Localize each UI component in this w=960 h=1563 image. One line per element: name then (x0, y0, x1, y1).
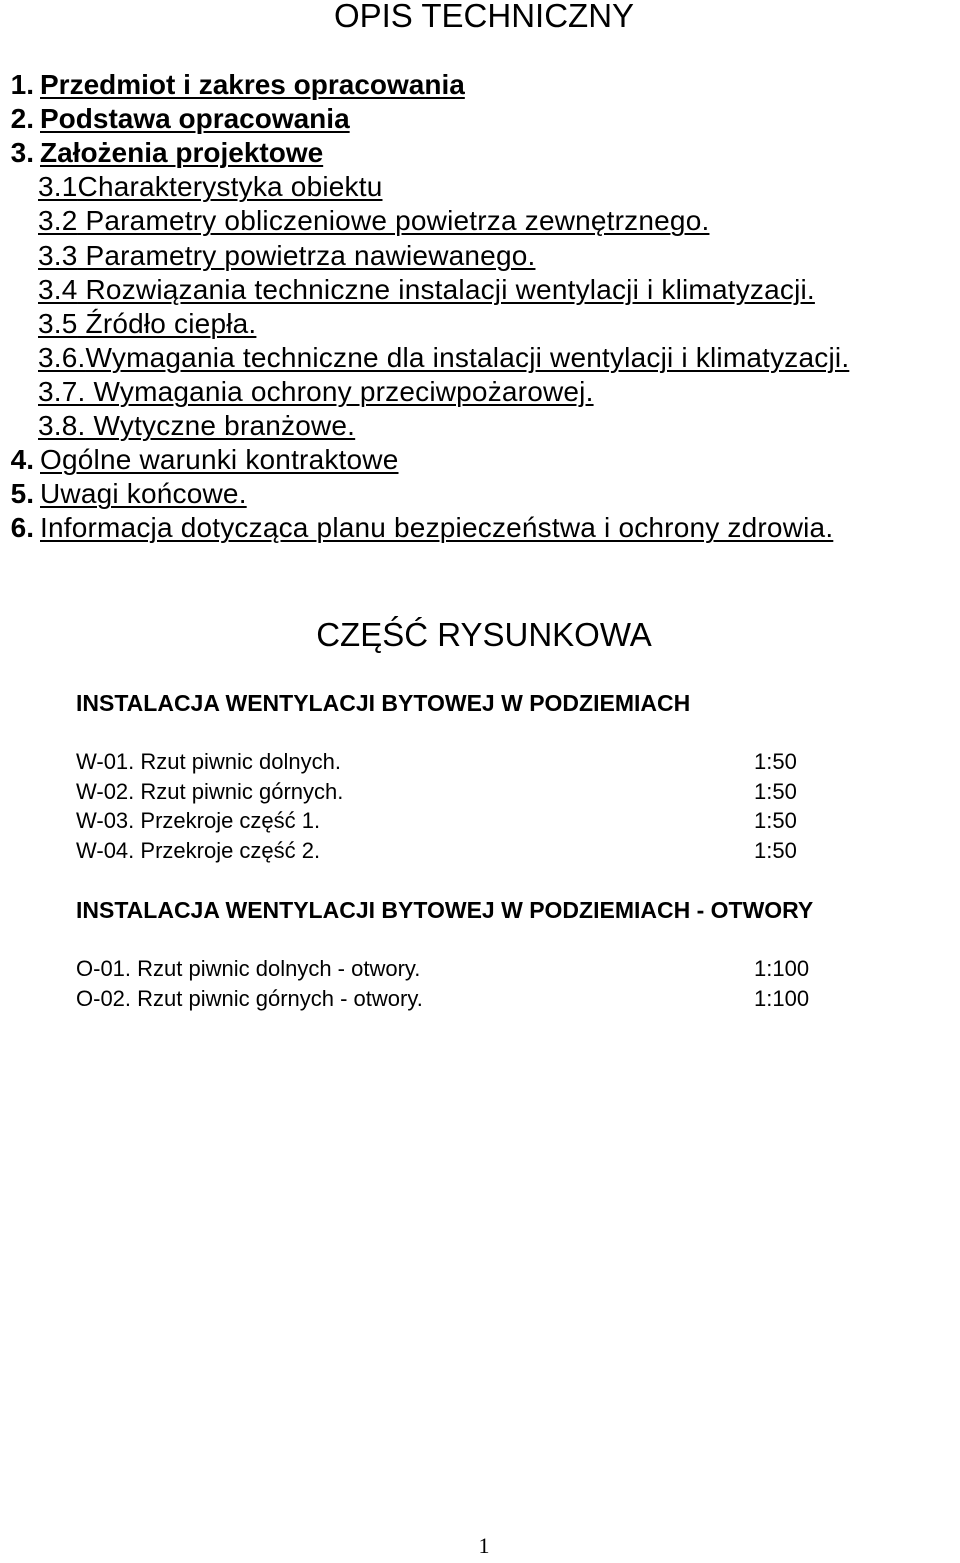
toc-item-label: Wytyczne branżowe. (85, 409, 356, 441)
drawing-row[interactable] (76, 954, 810, 984)
toc-item-number: 3.8. (38, 409, 86, 441)
drawings-section-title: CZĘŚĆ RYSUNKOWA (316, 616, 652, 653)
toc-item-label: Uwagi końcowe. (40, 478, 247, 510)
drawing-description: Przekroje część 2. (134, 838, 321, 864)
toc-item-number: 6. (10, 512, 34, 544)
drawing-list (76, 954, 810, 1013)
drawing-code: W-03. (76, 808, 135, 834)
drawing-row[interactable] (76, 747, 797, 777)
document-title: OPIS TECHNICZNY (333, 0, 635, 34)
page-number: 1 (478, 1533, 490, 1558)
toc-item-label: Podstawa opracowania (40, 103, 350, 135)
drawing-code: W-04. (76, 838, 135, 864)
toc-item-label: Źródło ciepła. (77, 307, 257, 339)
toc-item-number: 3. (10, 137, 34, 169)
toc-item-number: 3.4 (38, 273, 78, 305)
drawing-description: Rzut piwnic górnych. (134, 778, 344, 804)
toc-item-label: Ogólne warunki kontraktowe (40, 444, 399, 476)
drawing-scale: 1:50 (754, 808, 797, 834)
drawing-description: Rzut piwnic dolnych. (134, 749, 341, 774)
drawing-scale: 1:50 (754, 749, 797, 774)
toc-item[interactable] (10, 477, 849, 511)
toc-item-number: 3.1 (38, 171, 78, 203)
toc-item-number: 3.7. (38, 375, 86, 407)
toc-item[interactable] (10, 102, 849, 136)
toc-item-label: Założenia projektowe (40, 137, 324, 169)
toc-item-label: Wymagania ochrony przeciwpożarowej. (85, 375, 594, 407)
toc-subitem[interactable] (38, 204, 849, 238)
toc-subitem[interactable] (38, 307, 849, 341)
toc-item-label: Charakterystyka obiektu (77, 171, 383, 203)
toc-item-number: 3.3 (38, 239, 78, 271)
drawing-description: Przekroje część 1. (134, 808, 321, 834)
toc-subitem[interactable] (38, 170, 849, 204)
drawing-code: O-02. (76, 985, 132, 1011)
toc-item-number: 3.2 (38, 205, 78, 237)
drawing-scale: 1:100 (754, 956, 810, 981)
drawing-code: W-01. (76, 749, 135, 774)
toc-subitem[interactable] (38, 273, 849, 307)
drawing-row[interactable] (76, 777, 797, 807)
toc-item[interactable] (10, 68, 849, 102)
toc-item[interactable] (10, 136, 849, 170)
toc-subitem[interactable] (38, 341, 849, 375)
toc-item-number: 3.6. (38, 341, 86, 373)
drawing-group-heading: INSTALACJA WENTYLACJI BYTOWEJ W PODZIEMIACH - OTWORY (76, 897, 814, 923)
drawing-row[interactable] (76, 984, 810, 1014)
toc-subitem[interactable] (38, 375, 849, 409)
toc-item-number: 2. (10, 103, 34, 135)
drawing-code: O-01. (76, 956, 132, 981)
drawing-code: W-02. (76, 778, 135, 804)
toc-item-number: 5. (10, 478, 34, 510)
toc-item-label: Przedmiot i zakres opracowania (40, 69, 465, 101)
toc-item-label: Wymagania techniczne dla instalacji wentylacji i klimatyzacji. (85, 341, 850, 373)
toc-subitem[interactable] (38, 409, 849, 443)
drawing-scale: 1:100 (754, 985, 810, 1011)
drawing-group-heading: INSTALACJA WENTYLACJI BYTOWEJ W PODZIEMIACH (76, 690, 691, 716)
drawing-description: Rzut piwnic dolnych - otwory. (131, 956, 421, 981)
toc-item-label: Rozwiązania techniczne instalacji wentylacji i klimatyzacji. (77, 273, 815, 305)
toc-item-number: 1. (10, 69, 34, 101)
toc-item[interactable] (10, 443, 849, 477)
toc-item-number: 4. (10, 444, 34, 476)
drawing-row[interactable] (76, 806, 797, 836)
drawing-row[interactable] (76, 836, 797, 866)
table-of-contents (10, 68, 850, 545)
toc-item-label: Parametry powietrza nawiewanego. (77, 239, 536, 271)
drawing-scale: 1:50 (754, 838, 797, 864)
toc-item[interactable] (10, 511, 849, 545)
toc-item-label: Informacja dotycząca planu bezpieczeństwa i ochrony zdrowia. (40, 512, 834, 544)
drawing-scale: 1:50 (754, 778, 797, 804)
toc-subitem[interactable] (38, 238, 849, 272)
toc-item-number: 3.5 (38, 307, 78, 339)
drawing-list (76, 747, 797, 866)
toc-item-label: Parametry obliczeniowe powietrza zewnętrznego. (77, 205, 710, 237)
drawing-description: Rzut piwnic górnych - otwory. (131, 985, 423, 1011)
